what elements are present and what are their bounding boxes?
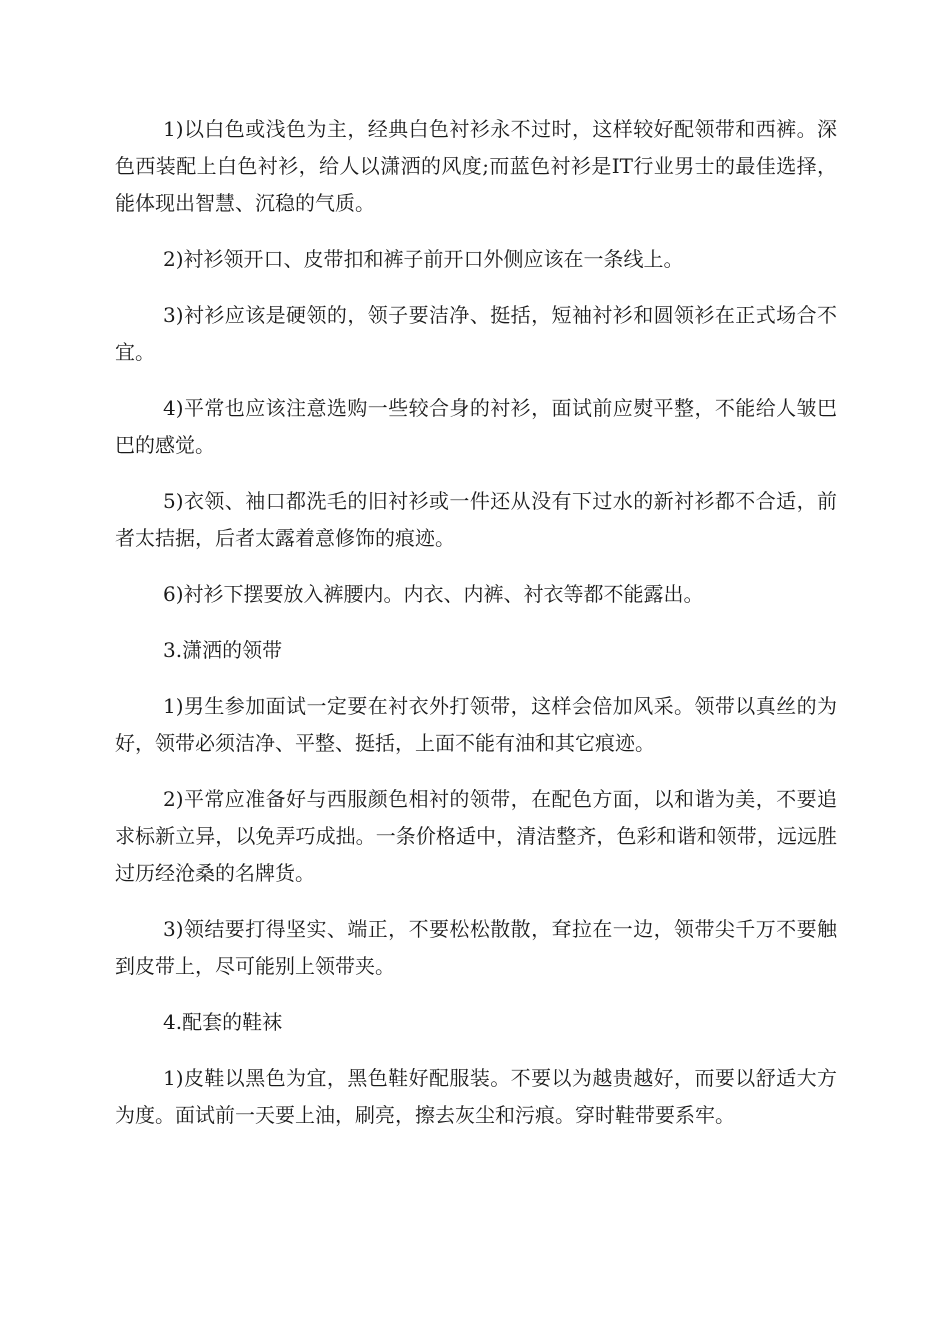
paragraph-tie-color: 2)平常应准备好与西服颜色相衬的领带，在配色方面，以和谐为美，不要追求标新立异，以免弄巧成拙。一条价格适中，清洁整齐，色彩和谐和领带，远远胜过历经沧桑的名牌货。 [115,787,837,885]
paragraph-shoes: 1)皮鞋以黑色为宜，黑色鞋好配服装。不要以为越贵越好，而要以舒适大方为度。面试前一天要上油，刷亮，擦去灰尘和污痕。穿时鞋带要系牢。 [115,1066,837,1127]
section-heading-shoes: 4.配套的鞋袜 [163,1010,283,1034]
paragraph-shirt-color: 1)以白色或浅色为主，经典白色衬衫永不过时，这样较好配领带和西裤。深色西装配上白色衬衫，给人以潇洒的风度;而蓝色衬衫是IT行业男士的最佳选择，能体现出智慧、沉稳的气质。 [115,117,837,215]
paragraph-shirt-tuck: 6)衬衫下摆要放入裤腰内。内衣、内裤、衬衣等都不能露出。 [163,582,704,606]
paragraph-shirt-condition: 5)衣领、袖口都洗毛的旧衬衫或一件还从没有下过水的新衬衫都不合适，前者太拮据，后者太露着意修饰的痕迹。 [115,489,837,550]
document-page [115,111,837,1153]
paragraph-tie-knot: 3)领结要打得坚实、端正，不要松松散散，耷拉在一边，领带尖千万不要触到皮带上，尽可能别上领带夹。 [115,917,837,978]
section-heading-tie: 3.潇洒的领带 [163,638,283,662]
paragraph-shirt-fit: 4)平常也应该注意选购一些较合身的衬衫，面试前应熨平整，不能给人皱巴巴的感觉。 [115,396,837,457]
paragraph-shirt-collar: 3)衬衫应该是硬领的，领子要洁净、挺括，短袖衬衫和圆领衫在正式场合不宜。 [115,303,837,364]
paragraph-shirt-alignment: 2)衬衫领开口、皮带扣和裤子前开口外侧应该在一条线上。 [163,247,684,271]
paragraph-tie-wear: 1)男生参加面试一定要在衬衣外打领带，这样会倍加风采。领带以真丝的为好，领带必须洁净、平整、挺括，上面不能有油和其它痕迹。 [115,694,837,755]
